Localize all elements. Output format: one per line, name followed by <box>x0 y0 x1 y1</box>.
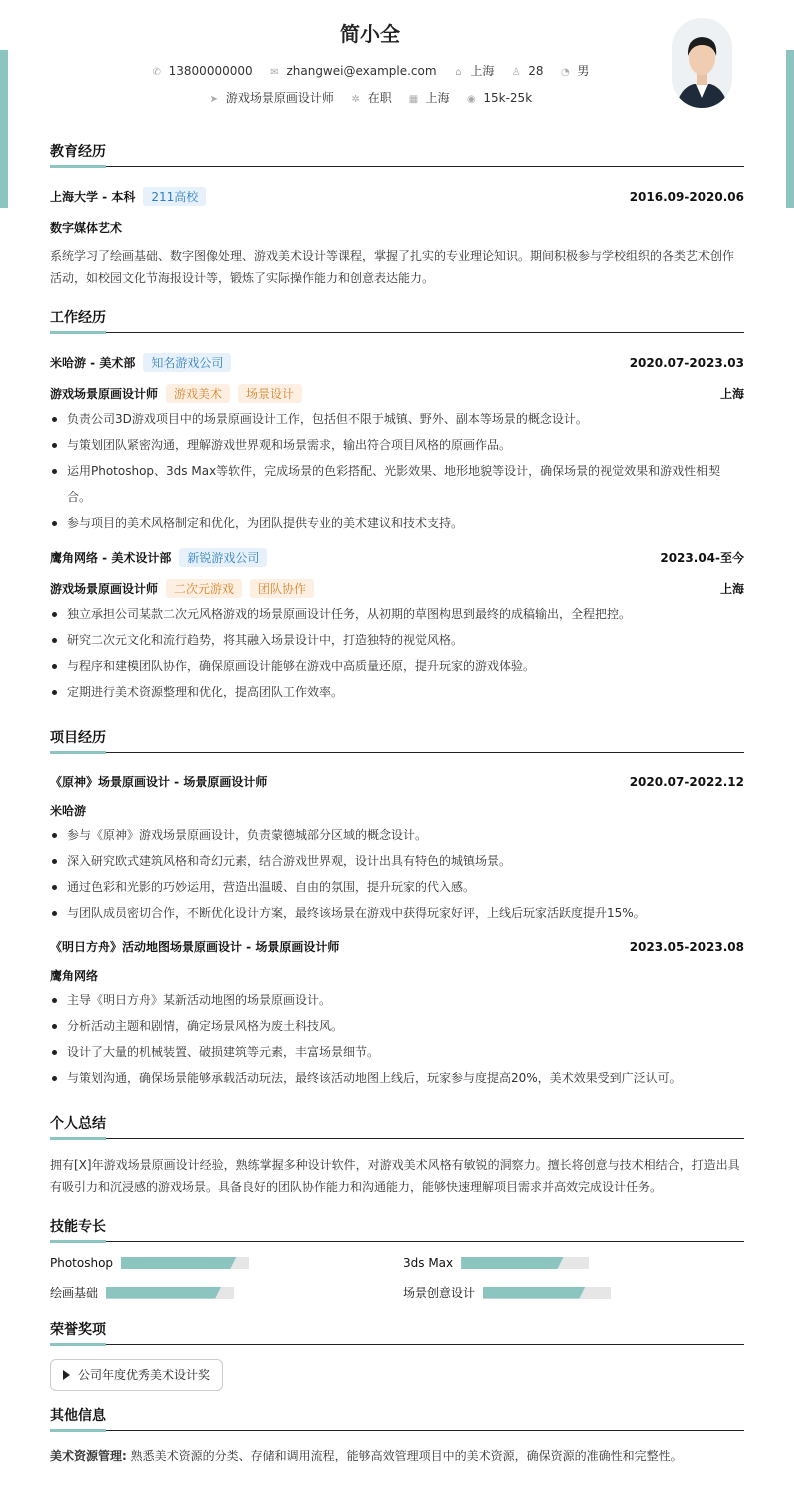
mail-icon: ✉ <box>270 67 279 78</box>
list-item: 独立承担公司某款二次元风格游戏的场景原画设计任务，从初期的草图构思到最终的成稿输出，全程把控。 <box>50 601 744 627</box>
other-label: 美术资源管理: <box>50 1449 127 1463</box>
project-company: 鹰角网络 <box>50 969 99 983</box>
job-city: 上海 <box>719 387 744 401</box>
section-title: 荣誉奖项 <box>50 1319 744 1345</box>
role-name: 游戏场景原画设计师 <box>50 387 159 401</box>
city-text: 上海 <box>425 91 450 105</box>
projects-section <box>50 727 744 1091</box>
candidate-name: 简小全 <box>340 22 400 46</box>
gender-info <box>559 62 589 79</box>
school-name: 上海大学 - 本科 <box>50 190 136 204</box>
company-name: 米哈游 - 美术部 <box>50 356 136 370</box>
project-company: 米哈游 <box>50 804 87 818</box>
major-name: 数字媒体艺术 <box>50 221 123 235</box>
award-text: 公司年度优秀美术设计奖 <box>78 1368 211 1382</box>
gender-icon: ◔ <box>560 67 570 78</box>
section-title: 项目经历 <box>50 727 744 753</box>
status-icon: ✲ <box>351 94 360 105</box>
job-city: 上海 <box>719 582 744 596</box>
list-item: 设计了大量的机械装置、破损建筑等元素，丰富场景细节。 <box>50 1039 744 1065</box>
skill-bar-fill <box>106 1287 221 1299</box>
project-bullets <box>50 987 744 1091</box>
list-item: 与策划团队紧密沟通，理解游戏世界观和场景需求，输出符合项目风格的原画作品。 <box>50 432 744 458</box>
phone-info <box>151 64 253 78</box>
section-title: 个人总结 <box>50 1113 744 1139</box>
age-icon: ♙ <box>511 67 521 78</box>
job-bullets <box>50 406 744 536</box>
project-entry <box>50 773 744 926</box>
role-tag: 场景设计 <box>238 384 302 403</box>
project-entry <box>50 938 744 1091</box>
education-desc: 系统学习了绘画基础、数字图像处理、游戏美术设计等课程，掌握了扎实的专业理论知识。期间积极参与学校组织的各类艺术创作活动，如校园文化节海报设计等，锻炼了实际操作能力和创意表达能力。 <box>50 249 735 285</box>
skill-bar-fill <box>483 1287 585 1299</box>
job-role-row <box>50 384 744 403</box>
list-item: 与策划沟通，确保场景能够承载活动玩法，最终该活动地图上线后，玩家参与度提高20%，美术效果受到广泛认可。 <box>50 1065 744 1091</box>
status-text: 在职 <box>367 91 392 105</box>
skill-name: 场景创意设计 <box>403 1286 476 1300</box>
job-date: 2023.04-至今 <box>660 551 744 565</box>
resume-page <box>50 0 744 1467</box>
job-header-row <box>50 548 744 567</box>
city-info <box>408 89 450 106</box>
list-item: 与团队成员密切合作，不断优化设计方案，最终该场景在游戏中获得玩家好评，上线后玩家活跃度提升15%。 <box>50 900 744 926</box>
contact-row <box>50 62 690 79</box>
gender-text: 男 <box>577 64 590 78</box>
education-row <box>50 187 744 206</box>
location-info <box>452 62 494 79</box>
summary-text: 拥有[X]年游戏场景原画设计经验，熟练掌握多种设计软件，对游戏美术风格有敏锐的洞察力。擅长将创意与技术相结合，打造出具有吸引力和沉浸感的游戏场景。具备良好的团队协作能力和沟通能力，能够快速理解项目需求并高效完成设计任务。 <box>50 1158 740 1194</box>
project-name: 《原神》场景原画设计 - 场景原画设计师 <box>50 775 268 789</box>
summary-section <box>50 1113 744 1198</box>
other-info <box>50 1445 744 1467</box>
location-text: 上海 <box>470 64 495 78</box>
email-text: zhangwei@example.com <box>286 64 437 78</box>
avatar-illustration <box>672 18 732 108</box>
skill-item <box>50 1256 403 1270</box>
job-header-row <box>50 353 744 372</box>
list-item: 通过色彩和光影的巧妙运用，营造出温暖、自由的氛围，提升玩家的代入感。 <box>50 874 744 900</box>
skill-item <box>403 1256 744 1270</box>
section-title: 教育经历 <box>50 141 744 167</box>
skill-name: 3ds Max <box>403 1256 454 1270</box>
salary-icon: ◉ <box>467 94 476 105</box>
resume-header <box>50 0 744 128</box>
list-item: 运用Photoshop、3ds Max等软件，完成场景的色彩搭配、光影效果、地形地貌等设计，确保场景的视觉效果和游戏性相契合。 <box>50 458 744 510</box>
major-row <box>50 219 744 236</box>
honors-section <box>50 1319 744 1391</box>
skills-grid <box>50 1256 744 1301</box>
skill-name: Photoshop <box>50 1256 114 1270</box>
salary-info <box>465 91 532 105</box>
other-text: 熟悉美术资源的分类、存储和调用流程，能够高效管理项目中的美术资源，确保资源的准确性和完整性。 <box>130 1449 683 1463</box>
list-item: 负责公司3D游戏项目中的场景原画设计工作，包括但不限于城镇、野外、副本等场景的概念设计。 <box>50 406 744 432</box>
avatar-photo <box>672 18 732 108</box>
email-info <box>268 64 436 78</box>
education-section <box>50 141 744 289</box>
project-header-row <box>50 773 744 790</box>
job-title-text: 游戏场景原画设计师 <box>225 91 334 105</box>
right-accent-bar <box>786 50 794 208</box>
company-tag: 知名游戏公司 <box>143 353 231 372</box>
skill-item <box>50 1284 403 1301</box>
job-intent-row <box>50 89 690 106</box>
skills-section <box>50 1216 744 1301</box>
job-date: 2020.07-2023.03 <box>629 355 744 370</box>
role-name: 游戏场景原画设计师 <box>50 582 159 596</box>
salary-text: 15k-25k <box>483 91 533 105</box>
left-accent-bar <box>0 50 8 208</box>
skill-name: 绘画基础 <box>50 1286 99 1300</box>
education-date: 2016.09-2020.06 <box>629 189 744 204</box>
project-company-row <box>50 967 744 984</box>
job-entry <box>50 548 744 705</box>
project-date: 2020.07-2022.12 <box>629 774 744 789</box>
list-item: 分析活动主题和剧情，确定场景风格为废土科技风。 <box>50 1013 744 1039</box>
skill-bar <box>106 1287 234 1299</box>
list-item: 研究二次元文化和流行趋势，将其融入场景设计中，打造独特的视觉风格。 <box>50 627 744 653</box>
city-icon: ▦ <box>408 94 419 105</box>
section-title: 其他信息 <box>50 1405 744 1431</box>
list-item: 与程序和建模团队协作，确保原画设计能够在游戏中高质量还原，提升玩家的游戏体验。 <box>50 653 744 679</box>
section-title: 技能专长 <box>50 1216 744 1242</box>
role-tag: 二次元游戏 <box>166 579 242 598</box>
list-item: 主导《明日方舟》某新活动地图的场景原画设计。 <box>50 987 744 1013</box>
skill-item <box>403 1284 744 1301</box>
project-bullets <box>50 822 744 926</box>
play-triangle-icon <box>63 1370 70 1380</box>
phone-icon: ✆ <box>152 67 161 78</box>
age-text: 28 <box>528 64 544 78</box>
work-section <box>50 307 744 705</box>
job-bullets <box>50 601 744 705</box>
job-title-info <box>208 89 334 106</box>
section-title: 工作经历 <box>50 307 744 333</box>
skill-bar <box>483 1287 611 1299</box>
skill-bar <box>121 1257 249 1269</box>
skill-bar-fill <box>121 1257 236 1269</box>
home-icon: ⌂ <box>455 67 462 78</box>
skill-bar-fill <box>461 1257 563 1269</box>
list-item: 定期进行美术资源整理和优化，提高团队工作效率。 <box>50 679 744 705</box>
role-tag: 团队协作 <box>250 579 314 598</box>
list-item: 参与项目的美术风格制定和优化，为团队提供专业的美术建议和技术支持。 <box>50 510 744 536</box>
company-tag: 新锐游戏公司 <box>179 548 267 567</box>
school-tag: 211高校 <box>143 187 206 206</box>
project-company-row <box>50 802 744 819</box>
status-info <box>350 89 392 106</box>
list-item: 参与《原神》游戏场景原画设计，负责蒙德城部分区域的概念设计。 <box>50 822 744 848</box>
age-info <box>510 64 543 78</box>
project-name: 《明日方舟》活动地图场景原画设计 - 场景原画设计师 <box>50 940 340 954</box>
send-icon: ➤ <box>209 94 219 105</box>
skill-bar <box>461 1257 589 1269</box>
job-role-row <box>50 579 744 598</box>
job-entry <box>50 353 744 536</box>
company-name: 鹰角网络 - 美术设计部 <box>50 551 172 565</box>
award-item[interactable] <box>50 1359 223 1391</box>
other-section <box>50 1405 744 1467</box>
list-item: 深入研究欧式建筑风格和奇幻元素，结合游戏世界观，设计出具有特色的城镇场景。 <box>50 848 744 874</box>
phone-text: 13800000000 <box>168 64 253 78</box>
project-date: 2023.05-2023.08 <box>629 939 744 954</box>
project-header-row <box>50 938 744 955</box>
role-tag: 游戏美术 <box>166 384 230 403</box>
